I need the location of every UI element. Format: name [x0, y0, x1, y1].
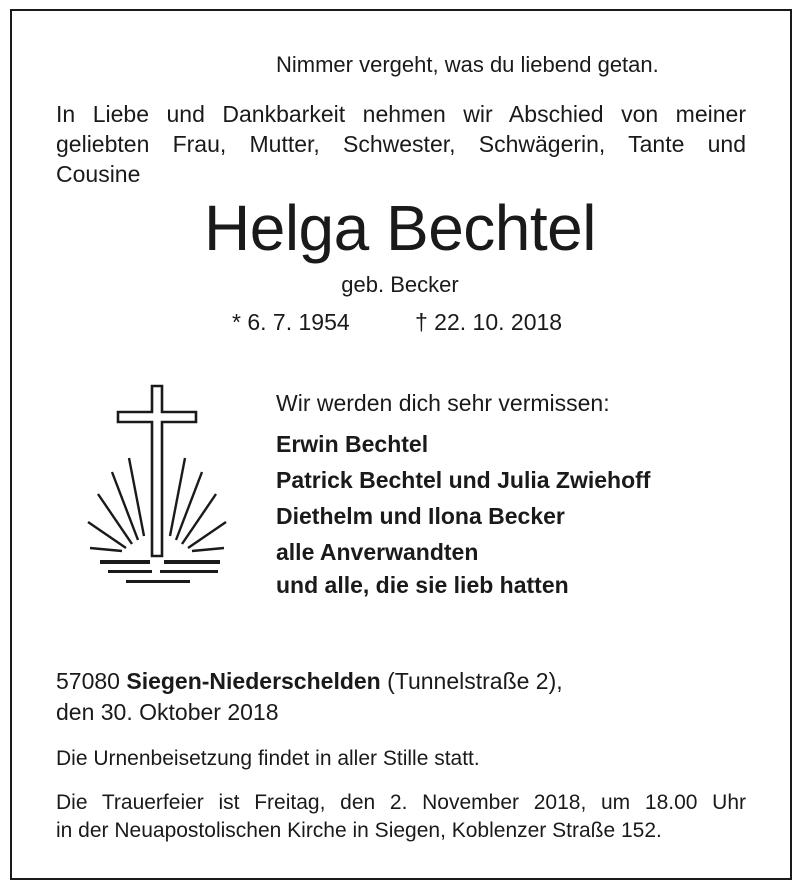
quote-line: Nimmer vergeht, was du liebend getan.: [276, 52, 659, 77]
street: (Tunnelstraße 2),: [387, 668, 563, 694]
intro-paragraph: [56, 99, 746, 189]
city: Siegen-Niederschelden: [126, 668, 381, 694]
service-line: Die Trauerfeier ist Freitag, den 2. November 2018, um 18.00 Uhr: [56, 791, 746, 814]
postcode: 57080: [56, 668, 120, 694]
intro-line: Cousine: [56, 161, 141, 187]
family-member: Erwin Bechtel: [276, 431, 429, 457]
intro-line: In Liebe und Dankbarkeit nehmen wir Abschied von meiner: [56, 101, 746, 127]
family-member: Diethelm und Ilona Becker: [276, 503, 565, 529]
cross-sunrise-icon: [86, 384, 256, 594]
family-member: Patrick Bechtel und Julia Zwiehoff: [276, 467, 651, 493]
service-paragraph: [56, 789, 746, 845]
urn-burial-line: Die Urnenbeisetzung findet in aller Stille statt.: [56, 747, 480, 770]
death-date: † 22. 10. 2018: [415, 309, 563, 335]
miss-line: Wir werden dich sehr vermissen:: [276, 390, 610, 416]
deceased-name: Helga Bechtel: [204, 192, 596, 264]
birth-name: geb. Becker: [341, 272, 459, 297]
family-member: und alle, die sie lieb hatten: [276, 572, 569, 598]
address-line: [56, 668, 563, 695]
family-list: [276, 426, 650, 600]
service-line: in der Neuapostolischen Kirche in Siegen, Koblenzer Straße 152.: [56, 819, 662, 842]
intro-line: geliebten Frau, Mutter, Schwester, Schwägerin, Tante und: [56, 131, 746, 157]
family-member: alle Anverwandten: [276, 539, 479, 565]
birth-date: * 6. 7. 1954: [232, 309, 350, 335]
date-line: den 30. Oktober 2018: [56, 699, 279, 725]
